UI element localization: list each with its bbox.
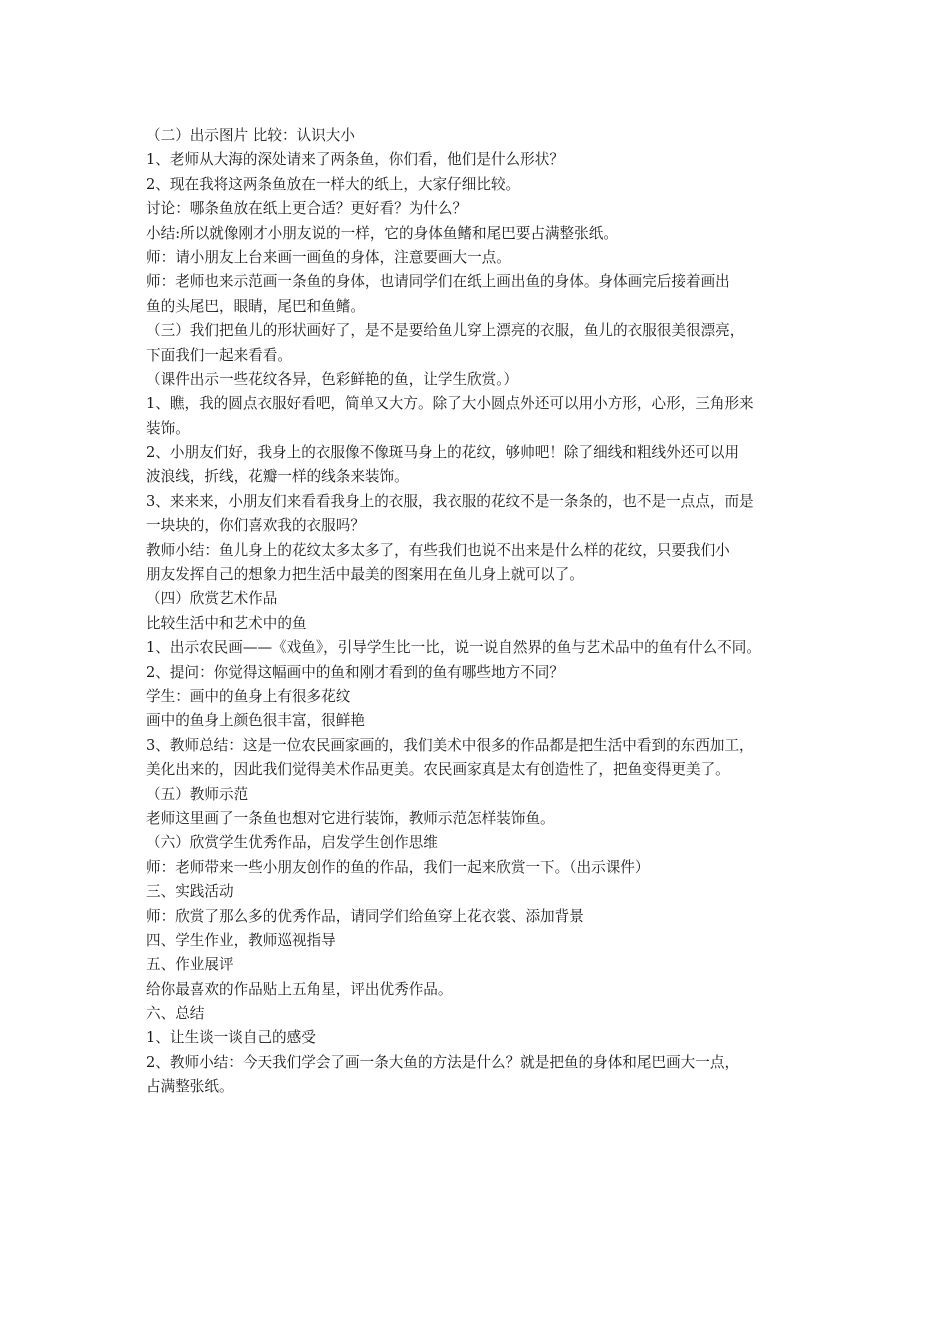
text-line: 教师小结：鱼儿身上的花纹太多太多了，有些我们也说不出来是什么样的花纹，只要我们小 [146,541,730,559]
text-line: 画中的鱼身上颜色很丰富，很鲜艳 [146,712,365,730]
text-line: 学生：画中的鱼身上有很多花纹 [146,687,351,705]
text-line: （六）欣赏学生优秀作品，启发学生创作思维 [146,834,438,852]
text-line: 师：请小朋友上台来画一画鱼的身体，注意要画大一点。 [146,248,511,266]
text-line: 3、教师总结：这是一位农民画家画的，我们美术中很多的作品都是把生活中看到的东西加工， [146,736,754,754]
text-line: 鱼的头尾巴，眼睛，尾巴和鱼鳍。 [146,297,365,315]
text-line: 3、来来来，小朋友们来看看我身上的衣服，我衣服的花纹不是一条条的，也不是一点点，而是 [146,492,754,510]
text-line: （四）欣赏艺术作品 [146,590,278,608]
text-line: 1、出示农民画——《戏鱼》，引导学生比一比，说一说自然界的鱼与艺术品中的鱼有什么不同。 [146,639,761,657]
text-line: 师：老师也来示范画一条鱼的身体，也请同学们在纸上画出鱼的身体。身体画完后接着画出 [146,273,730,291]
text-line: 美化出来的，因此我们觉得美术作品更美。农民画家真是太有创造性了，把鱼变得更美了。 [146,761,730,779]
text-line: 2、教师小结：今天我们学会了画一条大鱼的方法是什么？就是把鱼的身体和尾巴画大一点， [146,1053,740,1071]
text-line: 五、作业展评 [146,956,234,974]
text-line: （课件出示一些花纹各异，色彩鲜艳的鱼，让学生欣赏。） [146,370,519,388]
text-line: 三、实践活动 [146,883,234,901]
text-line: 波浪线，折线，花瓣一样的线条来装饰。 [146,468,409,486]
text-line: 给你最喜欢的作品贴上五角星，评出优秀作品。 [146,980,453,998]
text-line: 讨论：哪条鱼放在纸上更合适？更好看？为什么？ [146,200,468,218]
text-line: （三）我们把鱼儿的形状画好了，是不是要给鱼儿穿上漂亮的衣服，鱼儿的衣服很美很漂亮， [146,322,745,340]
text-line: 四、学生作业，教师巡视指导 [146,931,336,949]
text-line: 2、小朋友们好，我身上的衣服像不像斑马身上的花纹，够帅吧！除了细线和粗线外还可以用 [146,444,740,462]
text-line: 下面我们一起来看看。 [146,346,292,364]
text-line: 装饰。 [146,419,190,437]
text-line: 师：老师带来一些小朋友创作的鱼的作品，我们一起来欣赏一下。（出示课件） [146,858,650,876]
text-line: 老师这里画了一条鱼也想对它进行装饰，教师示范怎样装饰鱼。 [146,809,555,827]
text-line: 一块块的，你们喜欢我的衣服吗？ [146,517,365,535]
text-line: 师：欣赏了那么多的优秀作品，请同学们给鱼穿上花衣裳、添加背景 [146,907,584,925]
text-line: （五）教师示范 [146,785,249,803]
text-line: 2、现在我将这两条鱼放在一样大的纸上，大家仔细比较。 [146,175,521,193]
text-line: 2、提问：你觉得这幅画中的鱼和刚才看到的鱼有哪些地方不同？ [146,663,564,681]
text-line: 1、瞧，我的圆点衣服好看吧，简单又大方。除了大小圆点外还可以用小方形，心形，三角形来 [146,395,754,413]
text-line: （二）出示图片 比较：认识大小 [146,127,355,144]
text-line: 1、老师从大海的深处请来了两条鱼，你们看，他们是什么形状？ [146,151,564,169]
text-line: 六、总结 [146,1005,205,1023]
document-body [146,124,826,1100]
text-line: 小结:所以就像刚才小朋友说的一样，它的身体鱼鳍和尾巴要占满整张纸。 [146,224,618,242]
text-line: 1、让生谈一谈自己的感受 [146,1029,316,1047]
text-line: 朋友发挥自己的想象力把生活中最美的图案用在鱼儿身上就可以了。 [146,566,584,584]
text-line: 占满整张纸。 [146,1078,234,1096]
text-line: 比较生活中和艺术中的鱼 [146,614,307,632]
